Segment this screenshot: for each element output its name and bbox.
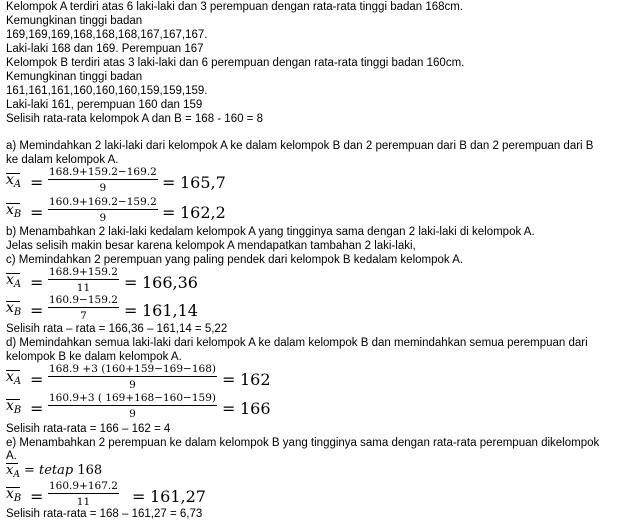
text-line: Jelas selisih makin besar karena kelompok A mendapatkan tambahan 2 laki-laki,	[6, 240, 416, 252]
fraction: $\frac{168.9+159.2}{11}$	[49, 266, 118, 294]
mean-symbol: $x_B$	[6, 300, 22, 318]
equation-a-mean-a	[6, 166, 336, 200]
text-line: 161,161,161,160,160,160,159,159,159.	[6, 85, 208, 97]
text-line: Kemungkinan tinggi badan	[6, 71, 143, 83]
text-line: a) Memindahkan 2 laki-laki dari kelompok A ke dalam kelompok B dan 2 perempuan dari B dan 2 perempuan dari B	[6, 140, 594, 152]
text-line: Selisih rata-rata = 168 – 161,27 = 6,73	[6, 508, 203, 520]
mean-symbol: $x_A$	[6, 172, 22, 190]
equation-result: 166,36	[142, 273, 198, 292]
equation-e-mean-a	[6, 463, 102, 480]
text-line: d) Memindahkan semua laki-laki dari kelompok A ke dalam kelompok B dan memindahkan semua perempuan dari	[6, 337, 588, 349]
text-line: 169,169,169,168,168,168,167,167,167.	[6, 29, 208, 41]
text-line: Laki-laki 168 dan 169. Perempuan 167	[6, 43, 204, 55]
equation-text: = tetap	[23, 463, 74, 478]
text-line: Laki-laki 161, perempuan 160 dan 159	[6, 99, 203, 111]
equation-value: 168	[77, 463, 103, 478]
text-line: Selisih rata – rata = 166,36 – 161,14 = 5,22	[6, 323, 228, 335]
text-line: Selisih rata-rata = 166 – 162 = 4	[6, 423, 171, 435]
text-line: c) Memindahkan 2 perempuan yang paling pendek dari kelompok B kedalam kelompok A.	[6, 254, 464, 266]
mean-symbol: $x_A$	[6, 272, 22, 290]
mean-symbol: $x_A$	[6, 369, 22, 387]
equals-sign: =	[162, 203, 176, 222]
equals-sign: =	[30, 487, 44, 506]
fraction: $\frac{160.9-159.2}{7}$	[49, 294, 118, 322]
text-line: Kelompok A terdiri atas 6 laki-laki dan 3 perempuan dengan rata-rata tinggi badan 168cm.	[6, 1, 464, 13]
equals-sign: =	[124, 301, 138, 320]
equation-a-mean-b	[6, 196, 336, 230]
equals-sign: =	[222, 399, 236, 418]
text-line: Selisih rata-rata kelompok A dan B = 168 - 160 = 8	[6, 113, 263, 125]
equation-result: 161,14	[142, 301, 198, 320]
equals-sign: =	[222, 370, 236, 389]
equals-sign: =	[30, 273, 44, 292]
fraction: $\frac{160.9+167.2}{11}$	[49, 480, 118, 508]
equation-d-mean-b	[6, 392, 336, 426]
text-line: A.	[6, 450, 17, 462]
text-line: kelompok B ke dalam kelompok A.	[6, 351, 182, 363]
equals-sign: =	[132, 487, 146, 506]
fraction: $\frac{160.9+3 ( 169+168-160-159)}{9}$	[49, 392, 216, 420]
equation-result: 161,27	[150, 487, 206, 506]
equation-result: 165,7	[180, 173, 226, 192]
equals-sign: =	[30, 301, 44, 320]
equation-result: 162,2	[180, 203, 226, 222]
equals-sign: =	[30, 203, 44, 222]
mean-symbol: $x_B$	[6, 398, 22, 416]
equals-sign: =	[162, 173, 176, 192]
mean-symbol: $x_B$	[6, 486, 22, 504]
fraction: $\frac{168.9 +3 (160+159-169-168)}{9}$	[49, 363, 216, 391]
mean-symbol: $x_B$	[6, 202, 22, 220]
mean-symbol: $x_A$	[6, 463, 20, 480]
equation-result: 166	[240, 399, 271, 418]
fraction: $\frac{168.9+159.2-169.2}{9}$	[49, 166, 157, 194]
text-line: b) Menambahkan 2 laki-laki kedalam kelompok A yang tingginya sama dengan 2 laki-laki di kelompok A.	[6, 226, 535, 238]
equation-result: 162	[240, 370, 271, 389]
text-line: e) Menambahkan 2 perempuan ke dalam kelompok B yang tingginya sama dengan rata-rata perempuan dikelompok	[6, 437, 600, 449]
equals-sign: =	[30, 399, 44, 418]
text-line: ke dalam kelompok A.	[6, 154, 119, 166]
equals-sign: =	[30, 370, 44, 389]
text-line: Kelompok B terdiri atas 3 laki-laki dan 6 perempuan dengan rata-rata tinggi badan 160cm.	[6, 57, 465, 69]
fraction: $\frac{160.9+169.2-159.2}{9}$	[49, 196, 157, 224]
equals-sign: =	[124, 273, 138, 292]
equals-sign: =	[30, 173, 44, 192]
text-line: Kemungkinan tinggi badan	[6, 15, 143, 27]
